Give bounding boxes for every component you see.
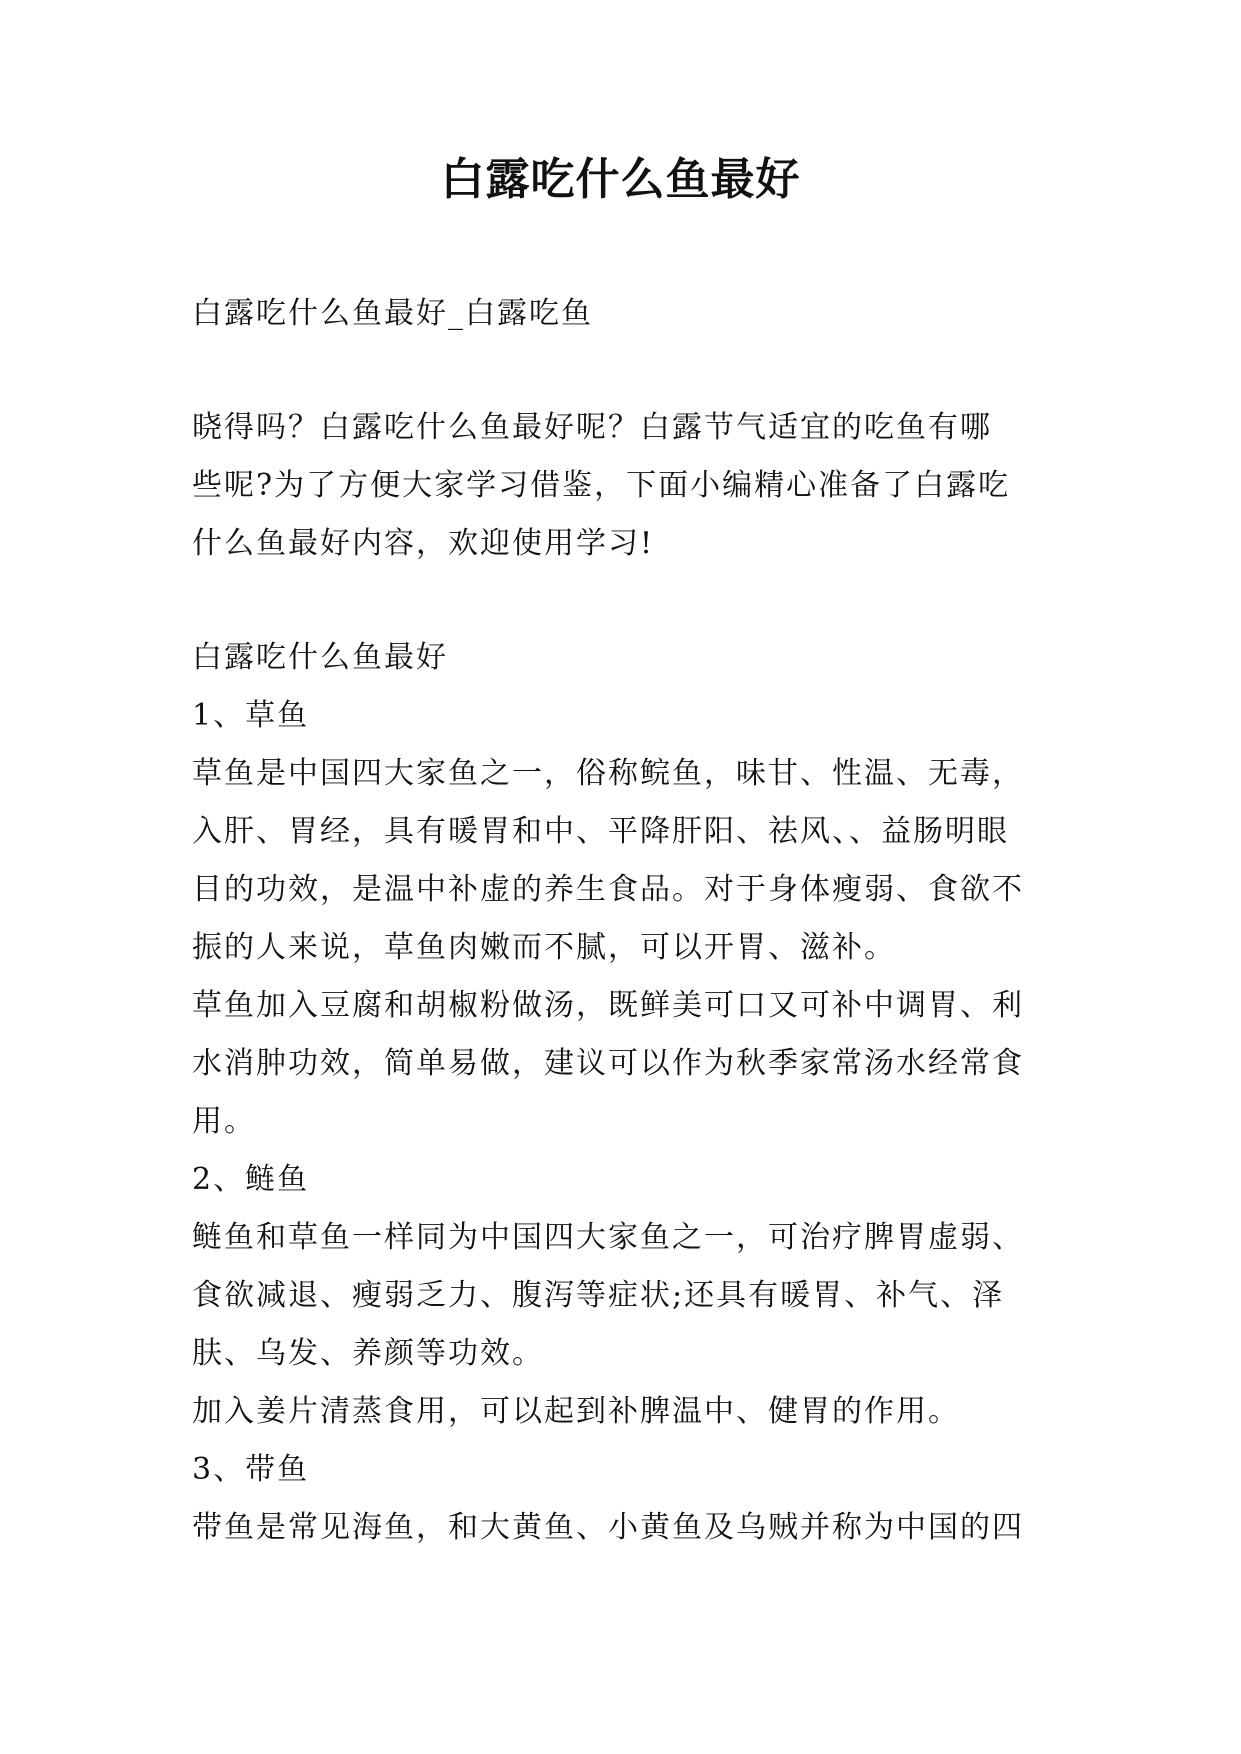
intro-line: 什么鱼最好内容，欢迎使用学习!	[192, 526, 655, 561]
document-subtitle: 白露吃什么鱼最好_白露吃鱼	[192, 296, 593, 331]
body-line: 目的功效，是温中补虚的养生食品。对于身体瘦弱、食欲不	[192, 872, 1024, 907]
body-text	[192, 687, 1072, 1557]
body-line: 草鱼是中国四大家鱼之一，俗称鲩鱼，味甘、性温、无毒，	[192, 756, 1024, 791]
intro-line: 些呢?为了方便大家学习借鉴，下面小编精心准备了白露吃	[192, 468, 1011, 503]
body-line: 入肝、胃经，具有暖胃和中、平降肝阳、祛风、、益肠明眼	[192, 814, 1009, 849]
item-heading-silver-carp: 2、鲢鱼	[192, 1162, 310, 1197]
body-line: 肤、乌发、养颜等功效。	[192, 1336, 544, 1371]
body-line: 用。	[192, 1104, 256, 1139]
spacer	[192, 573, 1072, 629]
body-line: 带鱼是常见海鱼，和大黄鱼、小黄鱼及乌贼并称为中国的四	[192, 1510, 1024, 1545]
document-title: 白露吃什么鱼最好	[440, 154, 801, 205]
intro-paragraph	[192, 399, 1072, 573]
body-line: 食欲减退、瘦弱乏力、腹泻等症状;还具有暖胃、补气、泽	[192, 1278, 1005, 1313]
body-line: 草鱼加入豆腐和胡椒粉做汤，既鲜美可口又可补中调胃、利	[192, 988, 1024, 1023]
body-line: 振的人来说，草鱼肉嫩而不腻，可以开胃、滋补。	[192, 930, 896, 965]
section-heading: 白露吃什么鱼最好	[192, 640, 448, 675]
body-line: 水消肿功效，简单易做，建议可以作为秋季家常汤水经常食	[192, 1046, 1024, 1081]
spacer	[192, 343, 1072, 399]
document-body	[192, 285, 1072, 1557]
body-line: 加入姜片清蒸食用，可以起到补脾温中、健胃的作用。	[192, 1394, 960, 1429]
body-line: 鲢鱼和草鱼一样同为中国四大家鱼之一，可治疗脾胃虚弱、	[192, 1220, 1024, 1255]
item-heading-grass-carp: 1、草鱼	[192, 698, 310, 733]
intro-line: 晓得吗？白露吃什么鱼最好呢？白露节气适宜的吃鱼有哪	[192, 410, 992, 445]
item-heading-hairtail: 3、带鱼	[192, 1452, 310, 1487]
